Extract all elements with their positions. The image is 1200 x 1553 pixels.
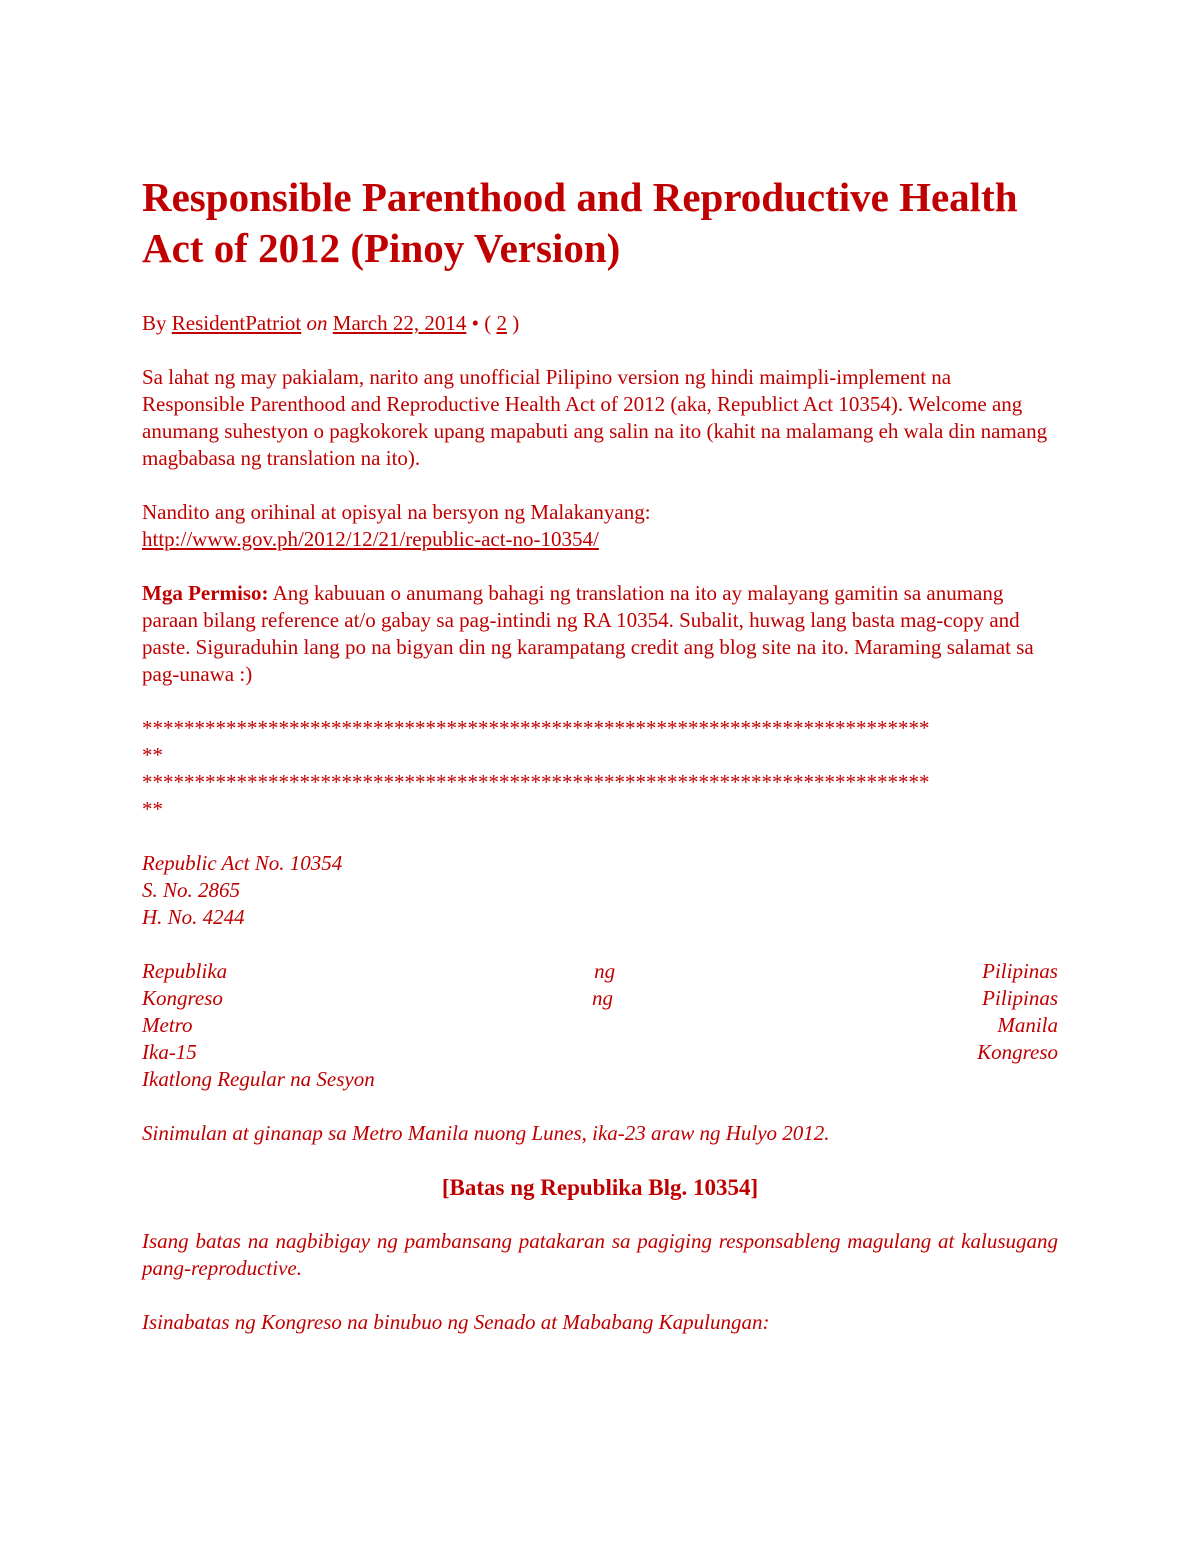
law-description: Isang batas na nagbibigay ng pambansang patakaran sa pagiging responsableng magulang at kalusugang pang-reproductive. [142,1229,1058,1280]
header-left: Kongreso [142,986,223,1010]
document-page [142,172,1058,1363]
permission-paragraph [142,580,1058,688]
source-label: Nandito ang orihinal at opisyal na bersyon ng Malakanyang: [142,500,651,524]
header-left: Republika [142,959,228,983]
comments-open: ( [484,311,492,335]
begun-line: Sinimulan at ginanap sa Metro Manila nuong Lunes, ika-23 araw ng Hulyo 2012. [142,1121,830,1145]
session-line: Ikatlong Regular na Sesyon [142,1067,375,1091]
source-link[interactable]: http://www.gov.ph/2012/12/21/republic-act-no-10354/ [142,527,599,551]
header-row [142,1039,1058,1066]
header-left: Ika-15 [142,1040,197,1064]
date-link[interactable]: March 22, 2014 [332,311,467,335]
byline-on: on [306,311,328,335]
permission-text: Ang kabuuan o anumang bahagi ng translation na ito ay malayang gamitin sa anumang paraan bilang reference at/o gabay sa pag-intindi ng RA 10354. Subalit, huwag lang basta mag-copy and paste. Siguraduhin lang po na bigyan din ng karampatang credit ang blog site na ito. Maraming salamat sa pag-unawa :) [142,581,1034,686]
senate-number: S. No. 2865 [142,878,241,902]
act-info [142,850,1058,931]
header-right: Pilipinas [982,986,1058,1010]
page-title: Responsible Parenthood and Reproductive Health Act of 2012 (Pinoy Version) [142,174,1018,271]
header-row [142,958,1058,985]
separator-line: *************************************************************************** [142,770,930,794]
comments-link[interactable]: 2 [496,311,507,335]
law-heading: [Batas ng Republika Blg. 10354] [441,1175,759,1200]
header-mid: ng [594,959,616,983]
enacted-line: Isinabatas ng Kongreso na binubuo ng Senado at Mababang Kapulungan: [142,1310,770,1334]
act-number: Republic Act No. 10354 [142,851,343,875]
header-right: Kongreso [977,1040,1058,1064]
separator-line: ** [142,743,163,767]
comments-close: ) [512,311,520,335]
separator [142,715,1058,823]
byline-by: By [142,311,167,335]
separator-line: ** [142,797,163,821]
header-right: Pilipinas [982,959,1058,983]
header-row [142,985,1058,1012]
header-right: Manila [997,1013,1058,1037]
separator-line: *************************************************************************** [142,716,930,740]
house-number: H. No. 4244 [142,905,245,929]
header-block [142,958,1058,1093]
byline-bullet: • [471,311,479,335]
byline [142,310,1058,337]
source-paragraph [142,499,1058,553]
author-link[interactable]: ResidentPatriot [171,311,302,335]
header-mid: ng [592,986,614,1010]
header-row [142,1012,1058,1039]
header-left: Metro [142,1013,193,1037]
intro-paragraph: Sa lahat ng may pakialam, narito ang unofficial Pilipino version ng hindi maimpli-implement na Responsible Parenthood and Reproductive Health Act of 2012 (aka, Republict Act 10354). Welcome ang anumang suhestyon o pagkokorek upang mapabuti ang salin na ito (kahit na malamang eh wala din namang magbabasa ng translation na ito). [142,365,1048,470]
permission-label: Mga Permiso: [142,581,269,605]
